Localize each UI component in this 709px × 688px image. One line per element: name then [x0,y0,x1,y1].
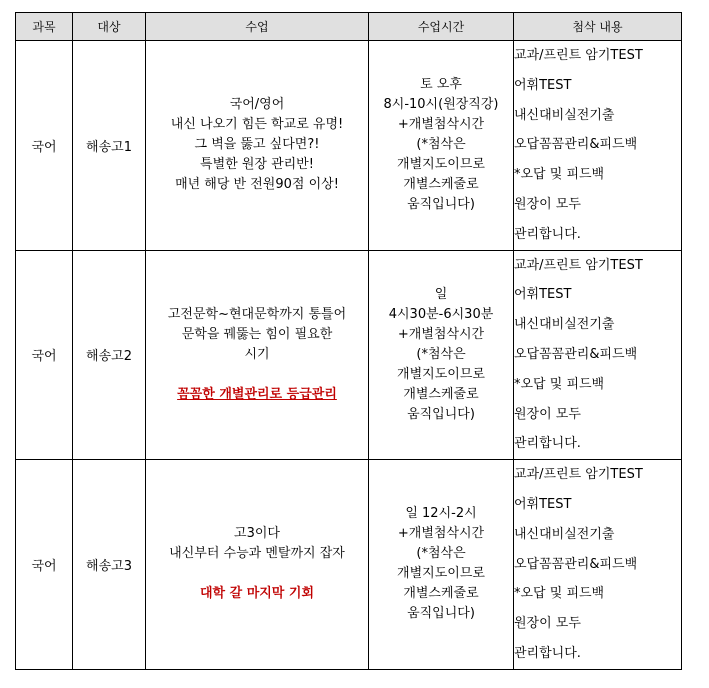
time-line: 개별스케줄로 [403,177,479,193]
content-line: 교과/프린트 암기TEST [514,48,643,63]
header-lesson: 수업 [146,13,369,41]
time-line: 4시30분-6시30분 [388,306,494,322]
content-line: 오답꼼꼼관리&피드백 [514,346,638,362]
time-line: 움직입니다) [407,406,475,422]
header-subject: 과목 [16,13,73,41]
target-cell: 해송고1 [73,41,146,251]
time-line: 개별지도이므로 [397,366,485,382]
time-line: (*첨삭은 [416,346,466,362]
time-line: +개별첨삭시간 [397,117,485,133]
lesson-line: 문학을 꿰뚫는 힘이 필요한 [181,326,333,342]
lesson-cell [146,250,369,460]
time-line: 개별스케줄로 [403,386,479,402]
table-row [16,41,682,251]
content-line: *오답 및 피드백 [514,586,605,602]
time-line: (*첨삭은 [416,546,466,562]
header-time: 수업시간 [369,13,514,41]
content-line: 어휘TEST [514,287,572,303]
time-cell [369,460,514,670]
subject-cell: 국어 [16,41,73,251]
content-cell [514,250,682,460]
time-line: 토 오후 [420,77,462,93]
content-line: 교과/프린트 암기TEST [514,467,643,483]
lesson-line: 시기 [244,346,270,362]
target-cell: 해송고3 [73,460,146,670]
content-line: *오답 및 피드백 [514,376,605,392]
lesson-cell [146,41,369,251]
content-line: 관리합니다. [514,226,581,242]
content-line: 오답꼼꼼관리&피드백 [514,556,638,572]
time-line: 개별지도이므로 [397,157,485,173]
table-row [16,250,682,460]
content-line: 내신대비실전기출 [514,317,615,333]
time-cell [369,250,514,460]
subject-cell: 국어 [16,250,73,460]
class-schedule-table [15,12,682,670]
content-line: 내신대비실전기출 [514,526,615,542]
content-line: 내신대비실전기출 [514,107,615,123]
content-line: 어휘TEST [514,77,572,93]
spacer [146,564,368,584]
lesson-line: 국어/영어 [229,97,285,113]
time-line: 개별지도이므로 [397,566,485,582]
content-line: 교과/프린트 암기TEST [514,257,643,273]
content-line: 원장이 모두 [514,616,581,632]
content-line: 관리합니다. [514,436,581,452]
time-line: 움직입니다) [407,606,475,622]
time-line: +개별첨삭시간 [397,326,485,342]
table-row [16,460,682,670]
time-line: 움직입니다) [407,197,475,213]
content-line: 원장이 모두 [514,406,581,422]
header-content: 첨삭 내용 [514,13,682,41]
content-line: 관리합니다. [514,645,581,661]
content-line: *오답 및 피드백 [514,167,605,183]
time-line: +개별첨삭시간 [397,526,485,542]
lesson-line: 고전문학~현대문학까지 통틀어 [167,306,347,322]
lesson-line: 고3이다 [234,526,280,542]
time-cell [369,41,514,251]
time-line: (*첨삭은 [416,137,466,153]
lesson-highlight: 대학 갈 마지막 기회 [199,586,315,602]
content-cell [514,41,682,251]
time-line: 8시-10시(원장직강) [383,97,499,113]
lesson-line: 매년 해당 반 전원90점 이상! [175,177,339,193]
header-target: 대상 [73,13,146,41]
table-header-row [16,13,682,41]
time-line: 일 12시-2시 [405,506,477,522]
lesson-line: 내신 나오기 힘든 학교로 유명! [170,117,344,133]
target-cell: 해송고2 [73,250,146,460]
subject-cell: 국어 [16,460,73,670]
lesson-line: 내신부터 수능과 멘탈까지 잡자 [169,546,345,562]
spacer [146,365,368,385]
lesson-line: 그 벽을 뚫고 싶다면?! [194,137,320,153]
content-line: 원장이 모두 [514,196,581,212]
time-line: 개별스케줄로 [403,586,479,602]
content-line: 오답꼼꼼관리&피드백 [514,137,638,153]
time-line: 일 [434,286,448,302]
content-line: 어휘TEST [514,496,572,512]
lesson-cell [146,460,369,670]
lesson-line: 특별한 원장 관리반! [200,157,314,173]
lesson-highlight: 꼼꼼한 개별관리로 등급관리 [177,386,337,402]
content-cell [514,460,682,670]
